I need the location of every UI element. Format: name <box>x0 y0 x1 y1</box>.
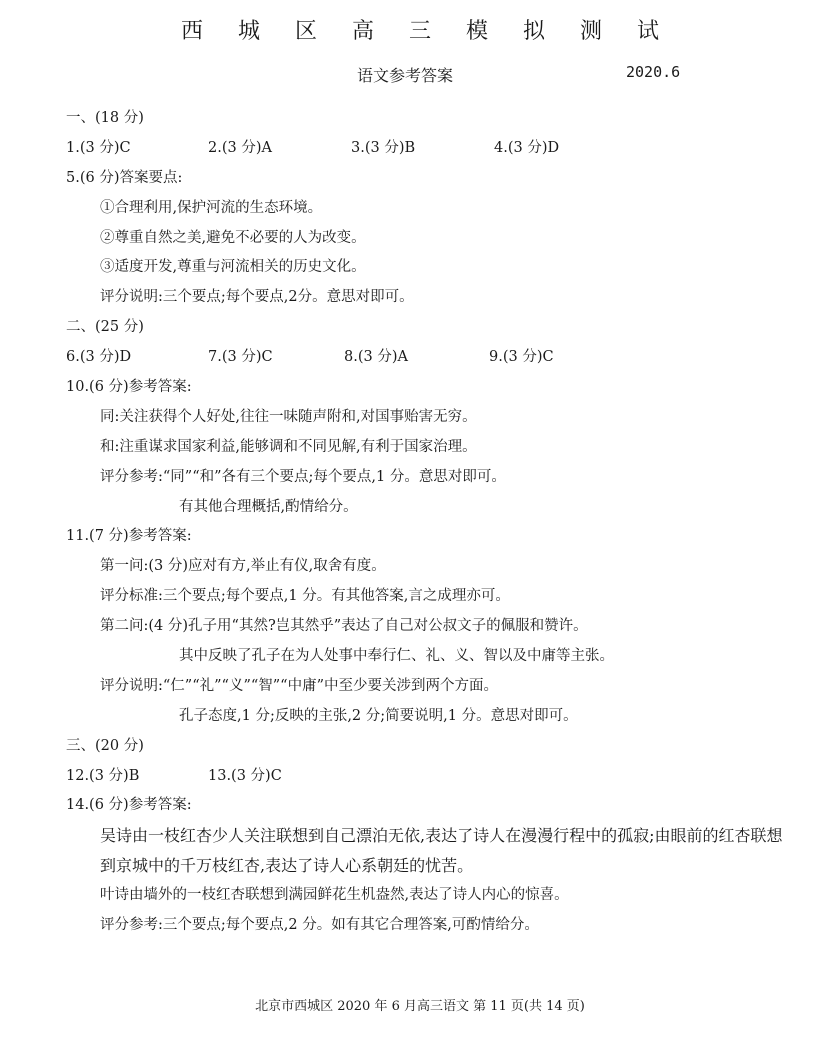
section2-heading: 二、(25 分) <box>66 319 144 336</box>
mc-answer: 6.(3 分)D <box>66 349 132 366</box>
mc-answer: 7.(3 分)C <box>208 349 273 366</box>
q10-line: 同:关注获得个人好处,往往一味随声附和,对国事贻害无穷。 <box>100 408 477 425</box>
section3-mc-row <box>66 762 796 792</box>
page-title: 西 城 区 高 三 模 拟 测 试 <box>181 19 673 44</box>
q10-label: 10.(6 分)参考答案: <box>66 379 192 396</box>
q11-line: 第一问:(3 分)应对有方,举止有仪,取舍有度。 <box>100 558 386 575</box>
mc-answer: 8.(3 分)A <box>344 349 408 366</box>
page-footer: 北京市西城区 2020 年 6 月高三语文 第 11 页(共 14 页) <box>255 999 585 1014</box>
q11-line: 孔子态度,1 分;反映的主张,2 分;简要说明,1 分。意思对即可。 <box>179 707 578 724</box>
section1-heading: 一、(18 分) <box>66 110 144 126</box>
q10-extra: 有其他合理概括,酌情给分。 <box>179 498 358 515</box>
answer-key-title: 语文参考答案 <box>357 66 454 85</box>
exam-date: 2020.6 <box>626 63 681 81</box>
q14-paragraph: 吴诗由一枝红杏少人关注联想到自己漂泊无依,表达了诗人在漫漫行程中的孤寂;由眼前的红杏联想到京城中的千万枝红杏,表达了诗人心系朝廷的忧苦。 <box>100 826 783 876</box>
q5-label: 5.(6 分)答案要点: <box>66 169 183 186</box>
q11-label: 11.(7 分)参考答案: <box>66 528 192 545</box>
q5-scoring: 评分说明:三个要点;每个要点,2分。意思对即可。 <box>100 289 414 306</box>
q11-line: 评分说明:“仁”“礼”“义”“智”“中庸”中至少要关涉到两个方面。 <box>100 677 499 694</box>
mc-answer: 1.(3 分)C <box>66 139 131 156</box>
mc-answer: 13.(3 分)C <box>208 767 282 784</box>
q5-point: ①合理利用,保护河流的生态环境。 <box>100 199 323 216</box>
q14-scoring: 评分参考:三个要点;每个要点,2 分。如有其它合理答案,可酌情给分。 <box>100 917 539 934</box>
q14-paragraph: 叶诗由墙外的一枝红杏联想到满园鲜花生机盎然,表达了诗人内心的惊喜。 <box>100 887 569 904</box>
mc-answer: 12.(3 分)B <box>66 767 140 784</box>
section3-heading: 三、(20 分) <box>66 737 144 754</box>
q10-scoring: 评分参考:“同”“和”各有三个要点;每个要点,1 分。意思对即可。 <box>100 468 506 485</box>
q11-line: 评分标准:三个要点;每个要点,1 分。有其他答案,言之成理亦可。 <box>100 588 510 605</box>
q11-line: 第二问:(4 分)孔子用“其然?岂其然乎”表达了自己对公叔文子的佩服和赞许。 <box>100 618 588 635</box>
section2-mc-row <box>66 343 796 373</box>
q11-line: 其中反映了孔子在为人处事中奉行仁、礼、义、智以及中庸等主张。 <box>179 648 614 665</box>
q5-point: ③适度开发,尊重与河流相关的历史文化。 <box>100 259 366 276</box>
answer-content <box>66 104 796 941</box>
q10-line: 和:注重谋求国家利益,能够调和不同见解,有利于国家治理。 <box>100 438 477 455</box>
section1-mc-row <box>66 134 796 164</box>
q5-point: ②尊重自然之美,避免不必要的人为改变。 <box>100 229 366 246</box>
q14-label: 14.(6 分)参考答案: <box>66 797 192 814</box>
mc-answer: 4.(3 分)D <box>494 139 560 156</box>
mc-answer: 9.(3 分)C <box>489 349 554 366</box>
mc-answer: 3.(3 分)B <box>351 139 416 156</box>
mc-answer: 2.(3 分)A <box>208 139 272 156</box>
subtitle-row <box>0 63 840 87</box>
